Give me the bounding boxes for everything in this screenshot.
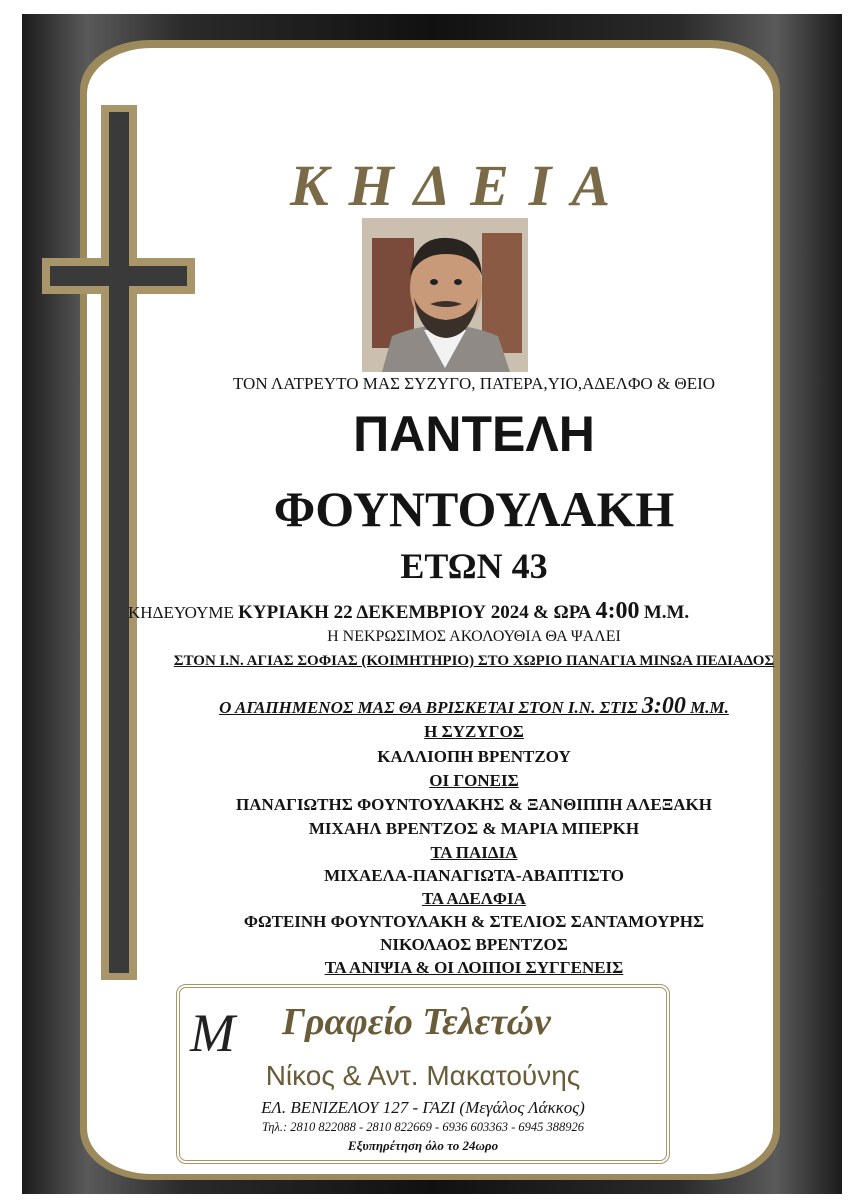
siblings-line-1: ΦΩΤΕΙΝΗ ΦΟΥΝΤΟΥΛΑΚΗ & ΣΤΕΛΙΟΣ ΣΑΝΤΑΜΟΥΡΗΣ (243, 912, 705, 931)
spouse-heading: Η ΣΥΖΥΓΟΣ (424, 722, 524, 741)
church-location: ΣΤΟΝ Ι.Ν. ΑΓΙΑΣ ΣΟΦΙΑΣ (ΚΟΙΜΗΤΗΡΙΟ) ΣΤΟ ΧΩΡΙΟ ΠΑΝΑΓΙΑ ΜΙΝΩΑ ΠΕΔΙΑΔΟΣ (173, 653, 775, 669)
portrait-photo (362, 218, 528, 372)
parents-heading: ΟΙ ΓΟΝΕΙΣ (429, 771, 519, 790)
funeral-datetime (128, 598, 808, 625)
funeral-time: 4:00 (595, 598, 640, 624)
deceased-surname: ΦΟΥΝΤΟΥΛΑΚΗ (273, 481, 675, 537)
viewing-hour: 3:00 (641, 693, 686, 719)
office-phones: Τηλ.: 2810 822088 - 2810 822669 - 6936 603363 - 6945 388926 (261, 1120, 585, 1134)
siblings-heading: ΤΑ ΑΔΕΛΦΙΑ (422, 889, 526, 908)
funeral-date: ΚΥΡΙΑΚΗ 22 ΔΕΚΕΜΒΡΙΟΥ 2024 (238, 602, 529, 623)
deceased-first-name: ΠΑΝΤΕΛΗ (353, 406, 595, 462)
office-hours: Εξυπηρέτηση όλο το 24ωρο (347, 1138, 499, 1153)
spouse-name: ΚΑΛΛΙΟΠΗ ΒΡΕΝΤΖΟΥ (377, 747, 571, 766)
siblings-line-2: ΝΙΚΟΛΑΟΣ ΒΡΕΝΤΖΟΣ (380, 935, 568, 954)
children-heading: ΤΑ ΠΑΙΔΙΑ (430, 843, 518, 862)
cross-inner-join (109, 266, 129, 286)
viewing-ampm: Μ.Μ. (690, 698, 729, 717)
office-owners: Νίκος & Αντ. Μακατούνης (265, 1060, 581, 1091)
viewing-text: Ο ΑΓΑΠΗΜΕΝΟΣ ΜΑΣ ΘΑ ΒΡΙΣΚΕΤΑΙ ΣΤΟΝ Ι.Ν. ΣΤΙΣ (219, 698, 638, 717)
funeral-ampm: Μ.Μ. (643, 602, 690, 623)
funeral-and-time: & ΩΡΑ (532, 602, 592, 623)
office-address: ΕΛ. ΒΕΝΙΖΕΛΟΥ 127 - ΓΑΖΙ (Μεγάλος Λάκκος) (261, 1098, 585, 1117)
age: ΕΤΩΝ 43 (400, 546, 548, 586)
office-title: Γραφείο Τελετών (282, 1001, 551, 1043)
relatives-heading: ΤΑ ΑΝΙΨΙΑ & ΟΙ ΛΟΙΠΟΙ ΣΥΓΓΕΝΕΙΣ (324, 958, 624, 977)
service-text: Η ΝΕΚΡΩΣΙΜΟΣ ΑΚΟΛΟΥΘΙΑ ΘΑ ΨΑΛΕΙ (327, 628, 621, 645)
viewing-time (100, 693, 848, 720)
parents-line-2: ΜΙΧΑΗΛ ΒΡΕΝΤΖΟΣ & ΜΑΡΙΑ ΜΠΕΡΚΗ (308, 819, 640, 838)
funeral-prefix: ΚΗΔΕΥΟΥΜΕ (128, 603, 234, 622)
office-logo: M (190, 1003, 235, 1063)
children-names: ΜΙΧΑΕΛΑ-ΠΑΝΑΓΙΩΤΑ-ΑΒΑΠΤΙΣΤΟ (324, 866, 624, 885)
parents-line-1: ΠΑΝΑΓΙΩΤΗΣ ΦΟΥΝΤΟΥΛΑΚΗΣ & ΞΑΝΘΙΠΠΗ ΑΛΕΞΑΚΗ (236, 795, 712, 814)
subtitle: ΤΟΝ ΛΑΤΡΕΥΤΟ ΜΑΣ ΣΥΖΥΓΟ, ΠΑΤΕΡΑ,ΥΙΟ,ΑΔΕΛΦΟ & ΘΕΙΟ (232, 374, 716, 393)
notice-title: ΚΗΔΕΙΑ (289, 153, 631, 218)
